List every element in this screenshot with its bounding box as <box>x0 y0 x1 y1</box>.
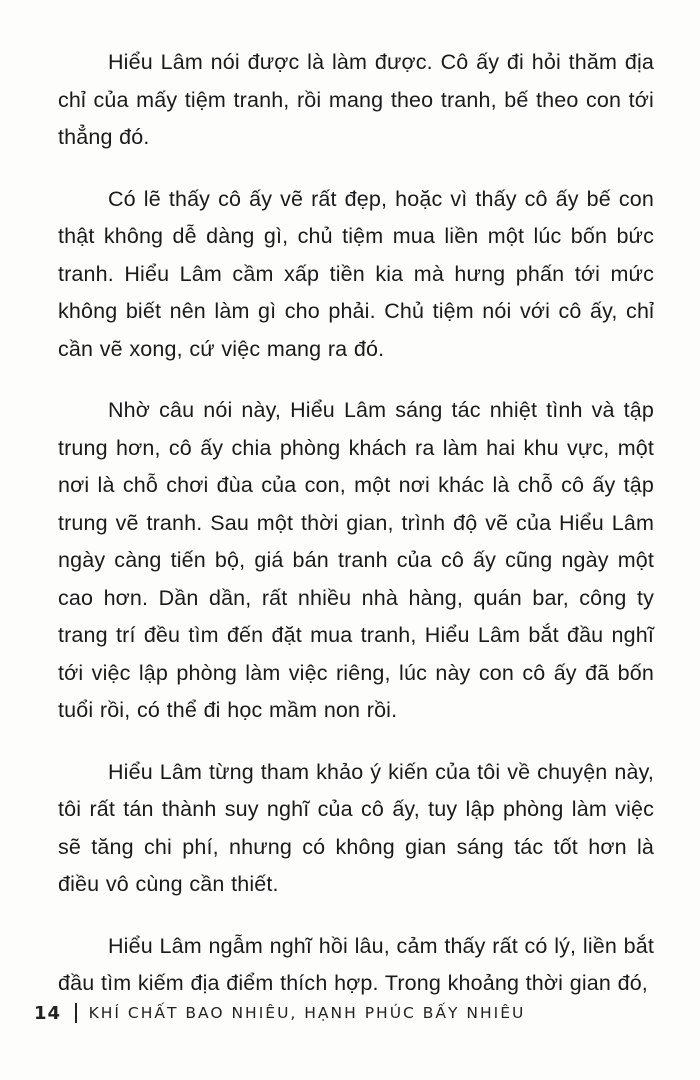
running-title: KHÍ CHẤT BAO NHIÊU, HẠNH PHÚC BẤY NHIÊU <box>88 1004 526 1022</box>
paragraph: Hiểu Lâm ngẫm nghĩ hồi lâu, cảm thấy rất có lý, liền bắt đầu tìm kiếm địa điểm thích hợp. Trong khoảng thời gian đó, <box>58 933 654 995</box>
paragraph: Hiểu Lâm từng tham khảo ý kiến của tôi về chuyện này, tôi rất tán thành suy nghĩ của cô ấy, tuy lập phòng làm việc sẽ tăng chi phí, nhưng có không gian sáng tác tốt hơn là điều vô cùng cần thiết. <box>58 759 654 896</box>
page-number: 14 <box>34 1002 62 1024</box>
paragraph: Nhờ câu nói này, Hiểu Lâm sáng tác nhiệt tình và tập trung hơn, cô ấy chia phòng khách ra làm hai khu vực, một nơi là chỗ chơi đùa của con, một nơi khác là chỗ cô ấy tập trung vẽ tranh. Sau một thời gian, trình độ vẽ của Hiểu Lâm ngày càng tiến bộ, giá bán tranh của cô ấy cũng ngày một cao hơn. Dần dần, rất nhiều nhà hàng, quán bar, công ty trang trí đều tìm đến đặt mua tranh, Hiểu Lâm bắt đầu nghĩ tới việc lập phòng làm việc riêng, lúc này con cô ấy đã bốn tuổi rồi, có thể đi học mầm non rồi. <box>58 398 654 722</box>
paragraph: Có lẽ thấy cô ấy vẽ rất đẹp, hoặc vì thấy cô ấy bế con thật không dễ dàng gì, chủ tiệm mua liền một lúc bốn bức tranh. Hiểu Lâm cầm xấp tiền kia mà hưng phấn tới mức không biết nên làm gì cho phải. Chủ tiệm nói với cô ấy, chỉ cần vẽ xong, cứ việc mang ra đó. <box>58 186 654 361</box>
footer-divider <box>75 1003 77 1023</box>
paragraph: Hiểu Lâm nói được là làm được. Cô ấy đi hỏi thăm địa chỉ của mấy tiệm tranh, rồi mang theo tranh, bế theo con tới thẳng đó. <box>58 50 654 149</box>
page-footer <box>34 998 525 1028</box>
body-text <box>58 44 654 1027</box>
